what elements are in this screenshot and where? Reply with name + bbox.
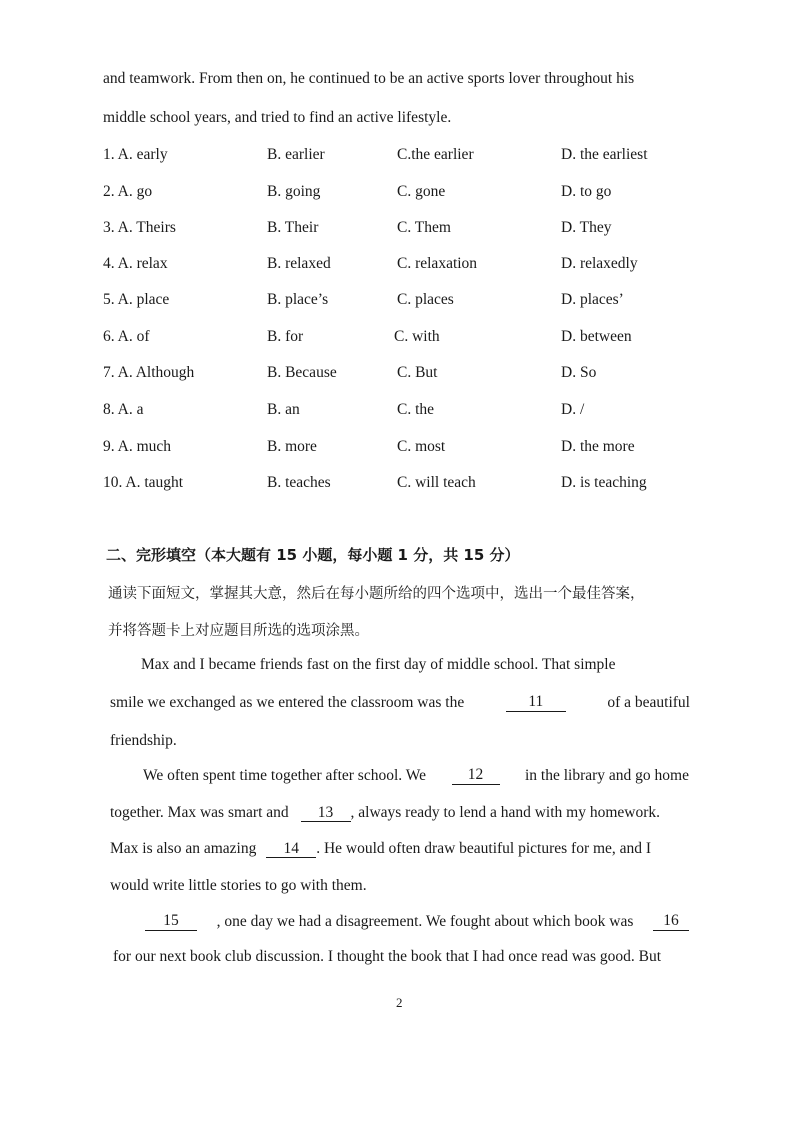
option-a: 1. A. early: [103, 146, 168, 163]
option-d: D. between: [561, 328, 632, 345]
option-c: C. gone: [397, 183, 446, 200]
option-d: D. They: [561, 219, 612, 236]
question-row: [103, 474, 743, 494]
question-row: [103, 219, 743, 239]
passage-line: [145, 913, 689, 931]
passage-text: together. Max was smart and: [110, 804, 289, 821]
option-c: C. But: [397, 364, 438, 381]
option-b: B. more: [267, 438, 317, 455]
option-b: B. an: [267, 401, 300, 418]
option-a: 7. A. Although: [103, 364, 195, 381]
option-b: B. for: [267, 328, 304, 345]
option-b: B. going: [267, 183, 321, 200]
option-d: D. /: [561, 401, 585, 418]
option-b: B. teaches: [267, 474, 331, 491]
option-b: B. earlier: [267, 146, 325, 163]
question-row: [103, 438, 743, 458]
option-d: D. places’: [561, 291, 624, 308]
question-row: [103, 255, 743, 275]
passage-line: [110, 694, 690, 712]
passage-line: [110, 840, 690, 858]
question-row: [103, 291, 743, 311]
option-c: C.the earlier: [397, 146, 474, 163]
passage-text: smile we exchanged as we entered the classroom was the: [110, 694, 465, 711]
blank-13: 13: [301, 805, 351, 822]
option-a: 8. A. a: [103, 401, 144, 418]
option-c: C. the: [397, 401, 435, 418]
intro-line: middle school years, and tried to find an active lifestyle.: [103, 109, 452, 126]
option-b: B. relaxed: [267, 255, 331, 272]
blank-11: 11: [506, 694, 566, 712]
section-instruction: 并将答题卡上对应题目所选的选项涂黑。: [108, 623, 369, 639]
question-row: [103, 328, 743, 348]
passage-line: Max and I became friends fast on the first day of middle school. That simple: [141, 656, 616, 673]
passage-line: [110, 804, 690, 822]
option-a: 5. A. place: [103, 291, 170, 308]
passage-text: . He would often draw beautiful pictures for me, and I: [316, 840, 652, 857]
question-row: [103, 401, 743, 421]
section-heading: 二、完形填空（本大题有 15 小题，每小题 1 分，共 15 分）: [106, 546, 520, 564]
question-row: [103, 364, 743, 384]
question-row: [103, 183, 743, 203]
option-c: C. Them: [397, 219, 451, 236]
blank-15: 15: [145, 913, 197, 931]
blank-16: 16: [653, 913, 689, 931]
option-c: C. places: [397, 291, 454, 308]
passage-line: friendship.: [110, 732, 177, 749]
intro-line: and teamwork. From then on, he continued to be an active sports lover throughout his: [103, 70, 635, 87]
passage-text: We often spent time together after school. We: [143, 767, 427, 784]
option-c: C. with: [394, 328, 440, 345]
option-c: C. most: [397, 438, 446, 455]
option-c: C. relaxation: [397, 255, 478, 272]
option-d: D. to go: [561, 183, 612, 200]
passage-text: of a beautiful: [607, 694, 690, 711]
option-d: D. So: [561, 364, 597, 381]
option-b: B. Because: [267, 364, 337, 381]
option-b: B. Their: [267, 219, 319, 236]
blank-12: 12: [452, 767, 500, 785]
option-a: 9. A. much: [103, 438, 172, 455]
option-d: D. is teaching: [561, 474, 647, 491]
page-number: 2: [396, 995, 403, 1010]
passage-text: , always ready to lend a hand with my homework.: [350, 804, 661, 821]
option-d: D. the earliest: [561, 146, 648, 163]
option-c: C. will teach: [397, 474, 476, 491]
question-row: [103, 146, 743, 166]
option-a: 3. A. Theirs: [103, 219, 176, 236]
passage-line: would write little stories to go with them.: [110, 877, 367, 894]
option-a: 2. A. go: [103, 183, 153, 200]
section-instruction: 通读下面短文，掌握其大意，然后在每小题所给的四个选项中，选出一个最佳答案，: [108, 586, 645, 602]
option-a: 4. A. relax: [103, 255, 168, 272]
option-a: 10. A. taught: [103, 474, 184, 491]
passage-line: for our next book club discussion. I thought the book that I had once read was good. But: [113, 948, 661, 965]
option-d: D. the more: [561, 438, 635, 455]
passage-line: [143, 767, 689, 785]
passage-text: Max is also an amazing: [110, 840, 257, 857]
option-a: 6. A. of: [103, 328, 150, 345]
option-d: D. relaxedly: [561, 255, 638, 272]
blank-14: 14: [266, 841, 316, 858]
option-b: B. place’s: [267, 291, 329, 308]
passage-text: , one day we had a disagreement. We fought about which book was: [216, 913, 634, 930]
passage-text: in the library and go home: [524, 767, 689, 784]
